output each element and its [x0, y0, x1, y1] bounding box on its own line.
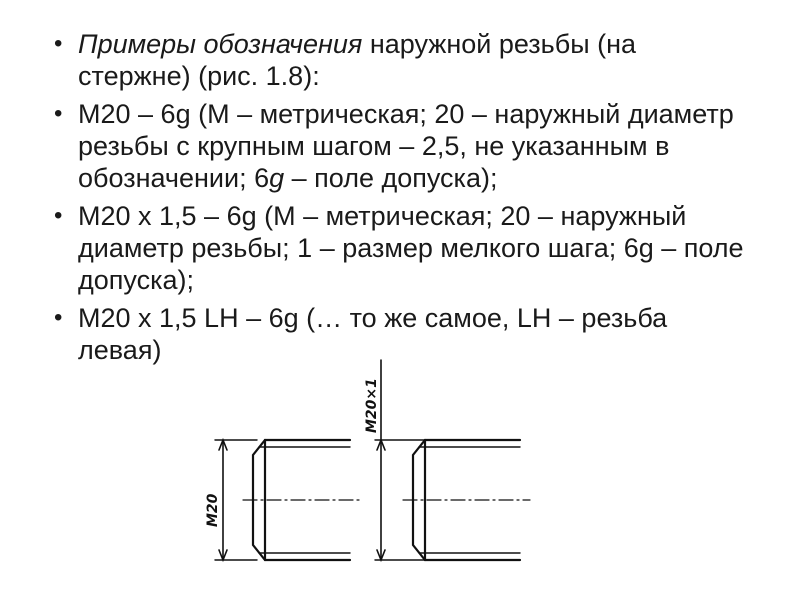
- bullet-text: М20 – 6: [78, 99, 176, 129]
- bullet-text: (М – метрическая; 20 – наружный диаметр резьбы с крупным шагом – 2,5, не указанным в обозначении; 6: [78, 99, 734, 193]
- right-rod: [375, 360, 530, 560]
- bullet-text: М20 х 1,5 – 6g (М – метрическая; 20 – наружный диаметр резьбы; 1 – размер мелкого шага; 6g – поле допуска);: [78, 201, 744, 295]
- thread-figure: [195, 355, 540, 590]
- dimension-label-m20x1: M20×1: [364, 378, 380, 433]
- bullet-text-italic: Примеры обозначения: [78, 29, 363, 59]
- left-rod: [215, 440, 360, 560]
- bullet-text: g: [175, 99, 191, 129]
- bullet-text-italic: g: [269, 163, 285, 193]
- bullet-item: [50, 200, 750, 296]
- bullet-text: наружной резьбы (на стержне) (рис. 1.8):: [78, 29, 637, 91]
- bullet-item: [50, 98, 750, 194]
- bullet-list: [50, 28, 750, 372]
- bullet-text: – поле допуска);: [284, 163, 498, 193]
- bullet-item: [50, 28, 750, 92]
- bullet-text: М20 х 1,5 LH – 6g (… то же самое, LH – резьба левая): [78, 303, 668, 365]
- dimension-label-m20: M20: [205, 493, 221, 527]
- thread-drawing: [195, 355, 540, 590]
